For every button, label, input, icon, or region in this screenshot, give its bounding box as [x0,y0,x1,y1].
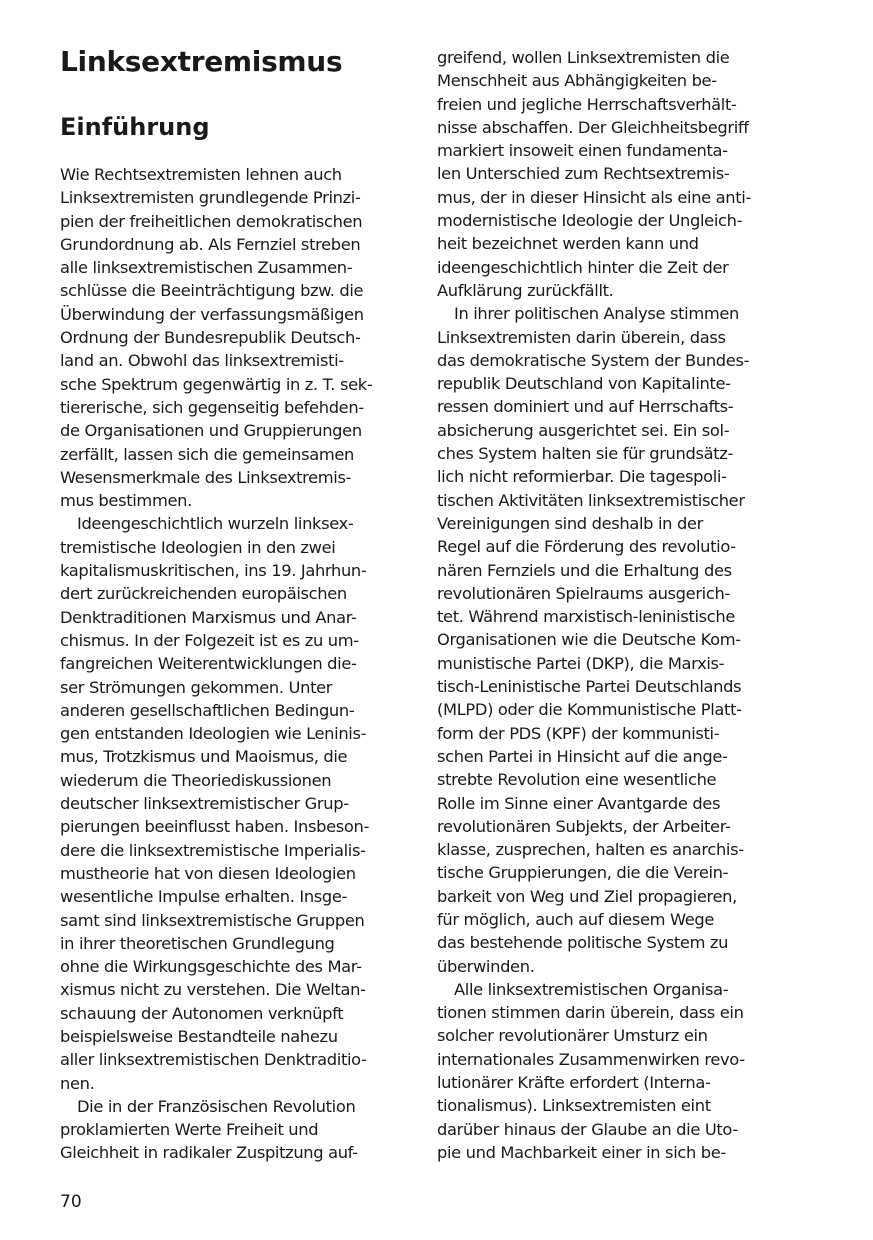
text-line: gen entstanden Ideologien wie Leninis- [60,724,367,744]
text-line: Organisationen wie die Deutsche Kom- [437,630,741,650]
text-line: das bestehende politische System zu [437,933,729,953]
text-line: markiert insoweit einen fundamenta- [437,141,728,161]
text-line: mustheorie hat von diesen Ideologien [60,863,356,883]
text-line: heit bezeichnet werden kann und [437,234,699,254]
text-line: modernistische Ideologie der Ungleich- [437,211,743,231]
text-line: strebte Revolution eine wesentliche [437,770,717,790]
text-line: solcher revolutionärer Umsturz ein [437,1026,708,1046]
text-line: tionalismus). Linksextremisten eint [437,1096,711,1116]
text-line: alle linksextremistischen Zusammen- [60,258,353,278]
text-line: Alle linksextremistischen Organisa- [454,979,729,999]
text-line: absicherung ausgerichtet sei. Ein sol- [437,420,730,440]
text-line: Gleichheit in radikaler Zuspitzung auf- [60,1143,358,1163]
text-line: wiederum die Theoriediskussionen [60,770,332,790]
text-line: Linksextremisten grundlegende Prinzi- [60,188,361,208]
section-title: Einführung [60,113,210,141]
text-line: freien und jegliche Herrschaftsverhält- [437,94,737,114]
text-line: Wie Rechtsextremisten lehnen auch [60,165,342,184]
text-line: lich nicht reformierbar. Die tagespoli- [437,467,727,487]
text-line: dert zurückreichenden europäischen [60,584,347,604]
text-line: tiererische, sich gegenseitig befehden- [60,397,364,417]
text-line: nen. [60,1073,95,1093]
text-line: chismus. In der Folgezeit ist es zu um- [60,630,359,650]
text-line: Aufklärung zurückfällt. [437,280,614,300]
text-line: tische Gruppierungen, die die Verein- [437,863,729,883]
text-line: revolutionären Subjekts, der Arbeiter- [437,816,731,836]
text-line: Rolle im Sinne einer Avantgarde des [437,793,721,813]
text-line: klasse, zusprechen, halten es anarchis- [437,840,744,860]
text-line: munistische Partei (DKP), die Marxis- [437,653,725,673]
text-line: darüber hinaus der Glaube an die Uto- [437,1119,738,1139]
text-line: Regel auf die Förderung des revolutio- [437,537,736,557]
text-line: (MLPD) oder die Kommunistische Platt- [437,700,742,720]
text-line: pie und Machbarkeit einer in sich be- [437,1142,726,1162]
text-line: ser Strömungen gekommen. Unter [60,677,333,697]
text-line: Die in der Französischen Revolution [77,1096,356,1116]
text-line: tischen Aktivitäten linksextremistischer [437,490,745,510]
text-line: sche Spektrum gegenwärtig in z. T. sek- [60,374,373,394]
text-line: Wesensmerkmale des Linksextremis- [60,467,352,487]
text-line: len Unterschied zum Rechtsextremis- [437,164,730,184]
text-line: überwinden. [437,956,535,976]
text-line: Ideengeschichtlich wurzeln linksex- [77,514,354,534]
text-line: ches System halten sie für grundsätz- [437,444,733,464]
text-line: Menschheit aus Abhängigkeiten be- [437,71,717,91]
text-line: Ordnung der Bundesrepublik Deutsch- [60,328,361,348]
text-line: kapitalismuskritischen, ins 19. Jahrhun- [60,561,367,581]
text-line: für möglich, auch auf diesem Wege [437,909,715,929]
text-line: republik Deutschland von Kapitalinte- [437,374,731,394]
text-line: In ihrer politischen Analyse stimmen [454,304,739,324]
text-line: lutionärer Kräfte erfordert (Interna- [437,1073,711,1093]
text-line: tisch-Leninistische Partei Deutschlands [437,677,742,697]
text-line: nisse abschaffen. Der Gleichheitsbegriff [437,117,749,137]
text-line: in ihrer theoretischen Grundlegung [60,933,335,953]
text-line: mus, der in dieser Hinsicht als eine anti- [437,187,752,207]
text-line: Vereinigungen sind deshalb in der [437,513,703,533]
text-line: ideengeschichtlich hinter die Zeit der [437,257,729,277]
text-line: nären Fernziels und die Erhaltung des [437,560,732,580]
text-line: proklamierten Werte Freiheit und [60,1120,319,1140]
text-line: mus, Trotzkismus und Maoismus, die [60,747,348,767]
page-number: 70 [60,1192,82,1212]
text-line: de Organisationen und Gruppierungen [60,421,362,441]
text-line: barkeit von Weg und Ziel propagieren, [437,886,737,906]
text-line: schauung der Autonomen verknüpft [60,1003,344,1023]
text-line: ohne die Wirkungsgeschichte des Mar- [60,957,362,977]
text-line: Grundordnung ab. Als Fernziel streben [60,234,361,254]
text-line: Denktraditionen Marxismus und Anar- [60,607,357,627]
text-line: zerfällt, lassen sich die gemeinsamen [60,444,355,464]
text-line: schlüsse die Beeinträchtigung bzw. die [60,281,364,301]
text-line: fangreichen Weiterentwicklungen die- [60,654,357,674]
text-line: revolutionären Spielraums ausgerich- [437,583,730,603]
text-line: tremistische Ideologien in den zwei [60,537,336,557]
text-line: wesentliche Impulse erhalten. Insge- [60,887,348,907]
text-line: samt sind linksextremistische Gruppen [60,910,365,930]
text-line: mus bestimmen. [60,491,192,511]
text-line: dere die linksextremistische Imperialis- [60,840,366,860]
text-line: tet. Während marxistisch-leninistische [437,607,736,627]
text-line: Linksextremisten darin überein, dass [437,327,726,347]
text-line: land an. Obwohl das linksextremisti- [60,351,344,371]
text-line: Überwindung der verfassungsmäßigen [60,304,364,324]
text-line: tionen stimmen darin überein, dass ein [437,1003,744,1023]
text-line: aller linksextremistischen Denktraditio- [60,1050,367,1070]
text-line: pierungen beeinflusst haben. Insbeson- [60,817,369,837]
text-line: ressen dominiert und auf Herrschafts- [437,397,734,417]
text-line: greifend, wollen Linksextremisten die [437,48,730,67]
text-line: das demokratische System der Bundes- [437,350,750,370]
text-line: deutscher linksextremistischer Grup- [60,794,349,814]
text-line: xismus nicht zu verstehen. Die Weltan- [60,980,366,1000]
text-line: pien der freiheitlichen demokratischen [60,211,363,231]
text-line: form der PDS (KPF) der kommunisti- [437,723,720,743]
text-line: beispielsweise Bestandteile nahezu [60,1026,338,1046]
left-text-column [60,163,405,1165]
text-line: anderen gesellschaftlichen Bedingun- [60,700,355,720]
page-title: Linksextremismus [60,45,343,78]
right-text-column [437,46,782,1164]
text-line: schen Partei in Hinsicht auf die ange- [437,746,728,766]
text-line: internationales Zusammenwirken revo- [437,1049,745,1069]
